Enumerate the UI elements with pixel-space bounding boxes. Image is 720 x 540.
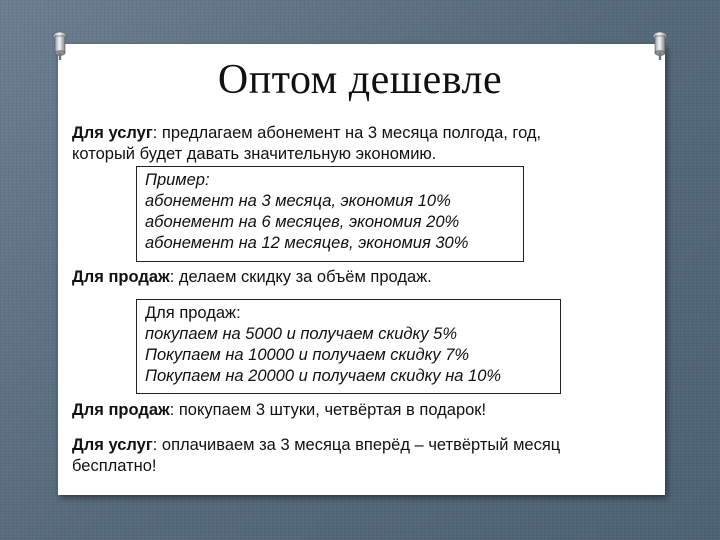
paragraph-text: : оплачиваем за 3 месяца вперёд – четвёртый месяц	[152, 436, 561, 454]
paragraph-sales-volume	[72, 267, 652, 288]
paragraph-services-prepay	[72, 435, 652, 477]
paragraph-text-cont: который будет давать значительную экономию.	[72, 145, 437, 163]
box-line: абонемент на 3 месяца, экономия 10%	[145, 192, 451, 210]
example-box-sales	[136, 299, 561, 394]
box-header: Для продаж:	[145, 304, 241, 322]
box-line: абонемент на 6 месяцев, экономия 20%	[145, 213, 460, 231]
box-line: Покупаем на 10000 и получаем скидку 7%	[145, 346, 470, 364]
paragraph-services-subscription	[72, 123, 652, 165]
box-line: Покупаем на 20000 и получаем скидку на 10%	[145, 367, 502, 385]
paragraph-label: Для продаж	[72, 401, 170, 419]
box-line: абонемент на 12 месяцев, экономия 30%	[145, 234, 469, 252]
slide-title: Оптом дешевле	[217, 57, 503, 103]
box-header: Пример:	[145, 171, 210, 189]
paragraph-label: Для услуг	[72, 436, 153, 454]
example-box-subscriptions	[136, 166, 524, 262]
paragraph-sales-gift	[72, 400, 652, 421]
paragraph-text: : делаем скидку за объём продаж.	[169, 268, 432, 286]
paragraph-text: : покупаем 3 штуки, четвёртая в подарок!	[169, 401, 487, 419]
paragraph-label: Для услуг	[72, 124, 153, 142]
paragraph-text-cont: бесплатно!	[72, 457, 157, 475]
paragraph-label: Для продаж	[72, 268, 170, 286]
paragraph-text: : предлагаем абонемент на 3 месяца полгода, год,	[152, 124, 542, 142]
box-line: покупаем на 5000 и получаем скидку 5%	[145, 325, 458, 343]
